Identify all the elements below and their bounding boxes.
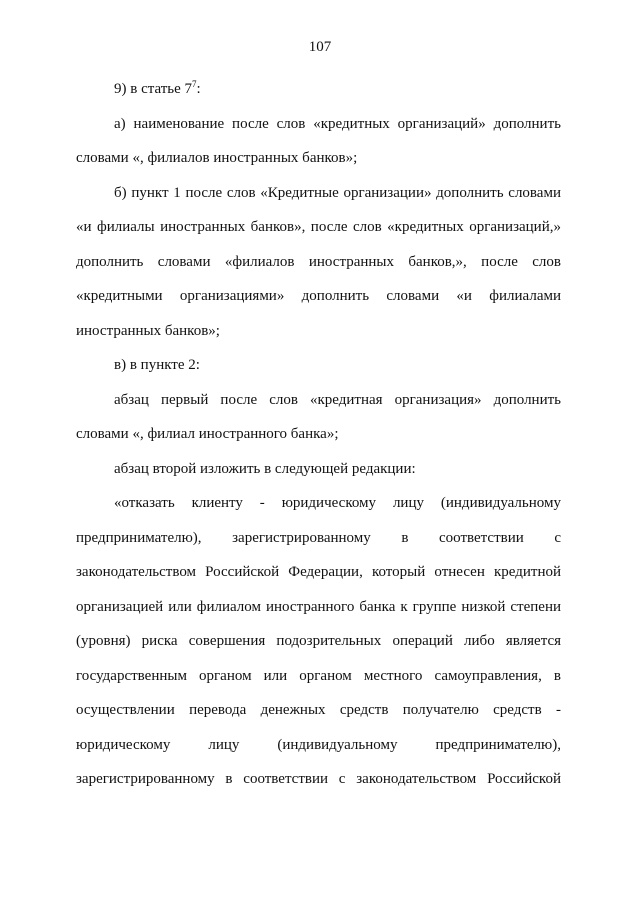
paragraph-second-abzac: абзац второй изложить в следующей редакции:	[114, 460, 416, 477]
document-body	[76, 72, 561, 797]
paragraph-article-heading	[76, 72, 561, 107]
paragraph-first-abzac: абзац первый после слов «кредитная организация» дополнить словами «, филиал иностранного банка»;	[76, 391, 561, 442]
paragraph-item-v: в) в пункте 2:	[114, 357, 200, 373]
paragraph-quoted-text: «отказать клиенту - юридическому лицу (индивидуальному предпринимателю), зарегистрированному в соответствии с законодательством Российской Федерации, который отнесен кредитной организацией или филиалом иностранного банка к группе низкой степени (уровня) риска совершения подозрительных операций либо является государственным органом или органом местного самоуправления, в осуществлении перевода денежных средств получателю средств - юридическому лицу (индивидуальному предпринимателю), зарегистрированному в соответствии с законодательством Российской	[76, 495, 561, 787]
paragraph-item-b: б) пункт 1 после слов «Кредитные организации» дополнить словами «и филиалы иностранных банков», после слов «кредитных организаций,» дополнить словами «филиалов иностранных банков,», после слов «кредитными организациями» дополнить словами «и филиалами иностранных банков»;	[76, 184, 561, 339]
page-number: 107	[308, 39, 332, 55]
article-number-superscript: 7	[192, 79, 197, 89]
article-heading-text: 9) в статье 7	[114, 81, 193, 97]
article-heading-colon: :	[196, 81, 201, 97]
paragraph-item-a: а) наименование после слов «кредитных организаций» дополнить словами «, филиалов иностранных банков»;	[76, 115, 561, 166]
